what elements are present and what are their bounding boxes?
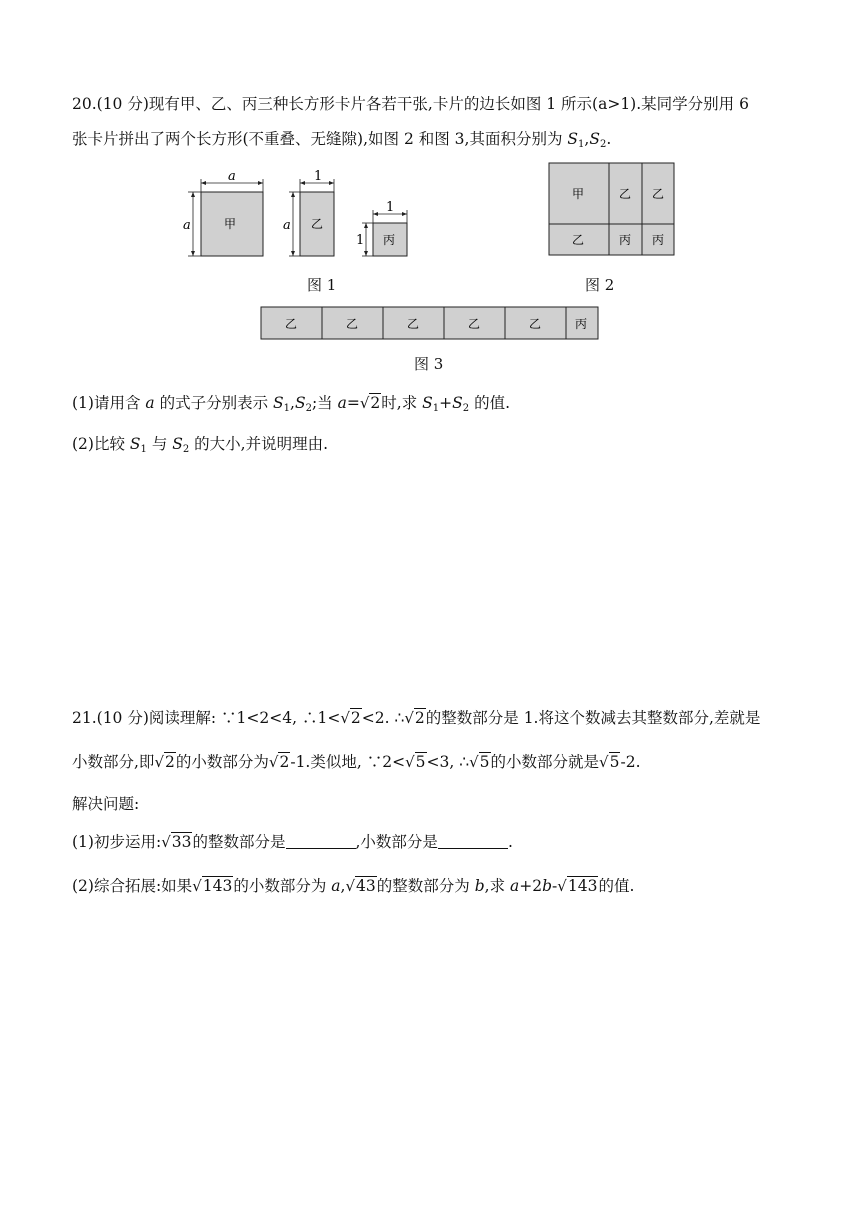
radicand: 2 [350,709,361,727]
s1-symbol: S [273,394,284,412]
fig2-cell-3: 乙 [572,233,585,247]
figure-2 [548,162,678,257]
sqrt-43: √43 [345,877,376,895]
text: 的值. [598,877,635,895]
sub-2: 2 [462,403,470,414]
text: (1)初步运用: [72,833,162,851]
radicand: 2 [279,753,290,771]
var-a: a [145,394,155,412]
text: ;当 [311,394,338,412]
sqrt: √5 [469,753,490,771]
var-b: b [542,877,553,895]
sub-2: 2 [182,444,190,455]
s2-symbol: S [452,394,463,412]
text: (1)请用含 [72,394,146,412]
sqrt-2: √2 [359,394,381,412]
fig3-cell-1: 乙 [346,317,359,331]
text: 的整数部分为 [376,877,475,895]
s2-symbol: S [172,435,183,453]
fig1-caption: 图 1 [307,276,337,294]
radicand: 143 [567,877,598,895]
fig1-label-one-bing-left: 1 [356,233,365,248]
text: (2)综合拓展:如果 [72,877,193,895]
q21-part2 [72,876,634,896]
fig1-label-a-top: a [228,169,236,184]
text: 的小数部分为 [233,877,332,895]
fig3-cell-3: 乙 [468,317,481,331]
q21-line1 [72,708,760,728]
sqrt-143: √143 [557,877,598,895]
sqrt: √5 [405,753,426,771]
fig2-cell-4: 丙 [619,233,632,247]
radicand: 5 [609,753,620,771]
text: 的式子分别表示 [154,394,273,412]
fig3-caption: 图 3 [414,355,444,373]
q20-part2 [72,434,328,460]
fig2-caption: 图 2 [585,276,615,294]
radicand: 2 [370,394,381,412]
text: ,小数部分是 [355,833,438,851]
fig3-cell-5: 丙 [575,317,588,331]
comma: , [290,394,295,412]
text: 的小数部分为 [175,753,269,771]
sqrt-33: √33 [161,833,192,851]
sqrt: √2 [268,753,290,771]
plus: + [439,394,453,412]
fig1-label-bing: 丙 [383,233,396,247]
answer-blank-integer[interactable] [286,834,356,849]
text: (2)比较 [72,435,130,453]
text: 时,求 [381,394,423,412]
sub-1: 1 [140,444,147,455]
sub-1: 1 [283,403,290,414]
text: <3, ∴ [426,753,470,771]
q20-intro-text: 20.(10 分)现有甲、乙、丙三种长方形卡片各若干张,卡片的边长如图 1 所示(a>1).某同学分别用 6 [72,95,749,113]
text: -1.类似地, ∵2< [290,753,406,771]
sub-1: 1 [432,403,440,414]
fig2-cell-1: 乙 [619,187,632,201]
q20-line1 [72,94,749,114]
q20-part1 [72,393,510,419]
text: 小数部分,即 [72,753,155,771]
s1-symbol: S [129,435,141,453]
answer-blank-decimal[interactable] [438,834,508,849]
var-a: a [331,877,341,895]
q21-part1 [72,832,513,852]
radicand: 5 [479,753,490,771]
fig3-cell-0: 乙 [285,317,298,331]
radicand: 43 [356,877,376,895]
period: . [606,130,612,148]
s2-symbol: S [589,130,600,148]
sqrt: √5 [599,753,620,771]
radicand: 2 [414,709,425,727]
sub-2: 2 [599,139,607,150]
text: 的值. [469,394,510,412]
radicand: 143 [202,877,233,895]
fig3-cell-4: 乙 [529,317,542,331]
fig1-label-jia: 甲 [224,217,237,231]
fig2-cell-5: 丙 [652,233,665,247]
s1-symbol: S [567,130,579,148]
sqrt: √2 [340,709,361,727]
q20-line2-text: 张卡片拼出了两个长方形(不重叠、无缝隙),如图 2 和图 3,其面积分别为 [72,130,568,148]
sqrt-143: √143 [192,877,233,895]
var-b: b [474,877,485,895]
text: 的整数部分是 [192,833,286,851]
fig1-label-a-left: a [183,218,191,233]
figure-3 [260,306,602,342]
var-a: a [510,877,520,895]
fig2-cell-0: 甲 [572,187,585,201]
q20-line2 [72,129,611,155]
radicand: 2 [165,753,175,771]
s2-symbol: S [294,394,306,412]
fig1-label-one-bing-top: 1 [386,200,395,215]
sqrt: √2 [154,753,175,771]
q21-line2 [72,752,641,772]
fig1-label-one-top: 1 [314,169,323,184]
text: -2. [620,753,641,771]
q21-heading: 解决问题: [72,795,140,813]
text: 21.(10 分)阅读理解: ∵1<2<4, ∴1< [72,709,341,727]
fig1-label-a-yi: a [283,218,291,233]
text: 的大小,并说明理由. [189,435,329,453]
text: +2 [519,877,543,895]
fig3-cell-2: 乙 [407,317,420,331]
sub-2: 2 [305,403,312,414]
figure-1 [180,170,420,270]
text: 与 [146,435,173,453]
radicand: 5 [415,753,426,771]
comma: , [340,877,346,895]
radicand: 33 [171,833,192,851]
period: . [507,833,513,851]
minus: - [552,877,558,895]
fig2-cell-2: 乙 [652,187,665,201]
text: ,求 [484,877,510,895]
equals: = [346,394,360,412]
text: 的小数部分就是 [490,753,600,771]
fig1-label-yi: 乙 [311,217,324,231]
text: <2. ∴ [361,709,405,727]
sqrt: √2 [404,709,425,727]
sub-1: 1 [578,139,585,150]
text: 的整数部分是 1.将这个数减去其整数部分,差就是 [425,709,761,727]
var-a: a [337,394,347,412]
s1-symbol: S [422,394,433,412]
comma: , [584,130,590,148]
